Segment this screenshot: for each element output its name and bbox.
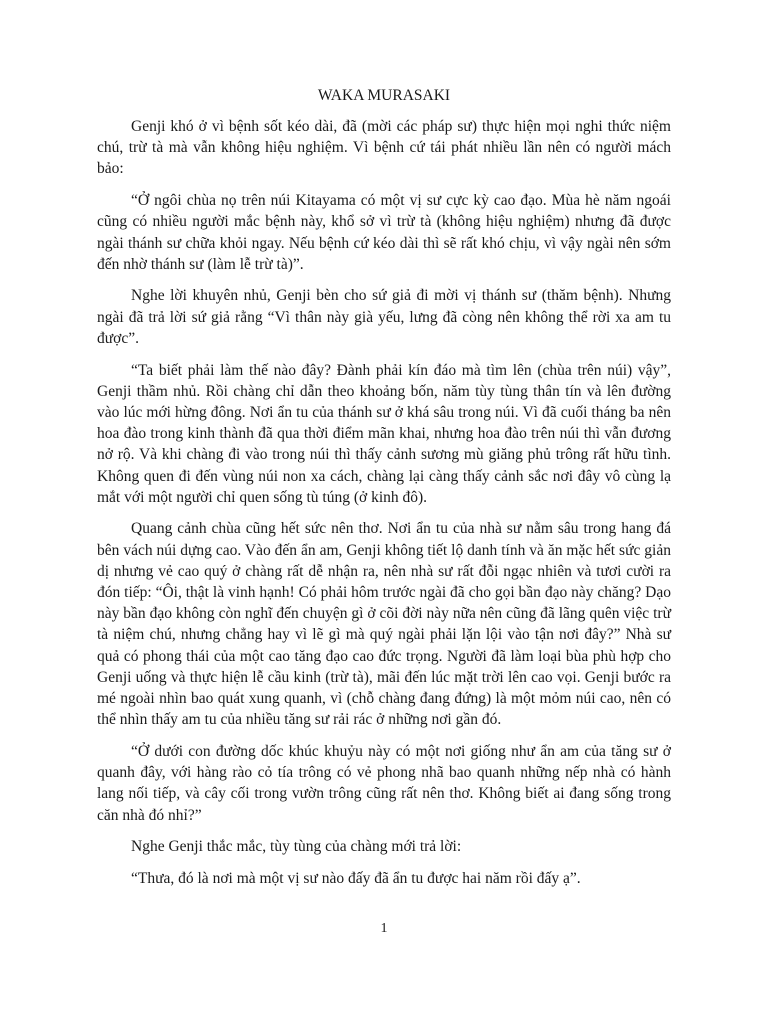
paragraph-6: “Ở dưới con đường dốc khúc khuỷu này có một nơi giống như ẩn am của tăng sư ở quanh đây, với hàng rào cỏ tía trông có vẻ phong nhã bao quanh những nếp nhà có hành lang nối tiếp, và cây cối trong vườn trông cũng rất nên thơ. Không biết ai đang sống trong căn nhà đó nhỉ?” [97,742,671,824]
paragraph-1: Genji khó ở vì bệnh sốt kéo dài, đã (mời các pháp sư) thực hiện mọi nghi thức niệm chú, trừ tà mà vẫn không hiệu nghiệm. Vì bệnh cứ tái phát nhiều lần nên có người mách bảo: [97,118,671,178]
page-number: 1 [380,921,388,936]
paragraph-8: “Thưa, đó là nơi mà một vị sư nào đấy đã ẩn tu được hai năm rồi đấy ạ”. [131,870,581,887]
paragraph-3: Nghe lời khuyên nhủ, Genji bèn cho sứ giả đi mời vị thánh sư (thăm bệnh). Nhưng ngài đã trả lời sứ giả rằng “Vì thân này già yếu, lưng đã còng nên không thể rời xa am tu được”. [97,287,671,347]
paragraph-5: Quang cảnh chùa cũng hết sức nên thơ. Nơi ẩn tu của nhà sư nằm sâu trong hang đá bên vách núi dựng cao. Vào đến ẩn am, Genji không tiết lộ danh tính và ăn mặc hết sức giản dị nhưng vẻ cao quý ở chàng rất dễ nhận ra, nên nhà sư rất đỗi ngạc nhiên và tươi cười ra đón tiếp: “Ôi, thật là vinh hạnh! Có phải hôm trước ngài đã cho gọi bần đạo này chăng? Dạo này bần đạo không còn nghĩ đến chuyện gì ở cõi đời này nữa nên cũng đã lãng quên việc trừ tà niệm chú, nhưng chẳng hay vì lẽ gì mà quý ngài phải lặn lội vào tận nơi đây?” Nhà sư quả có phong thái của một cao tăng đạo cao đức trọng. Người đã làm loại bùa phù hợp cho Genji uống và thực hiện lễ cầu kinh (trừ tà), mãi đến lúc mặt trời lên cao vọi. Genji bước ra mé ngoài nhìn bao quát xung quanh, vì (chỗ chàng đang đứng) là một mỏm núi cao, nên có thể nhìn thấy am tu của nhiều tăng sư rải rác ở những nơi gần đó. [97,520,671,729]
paragraph-2: “Ở ngôi chùa nọ trên núi Kitayama có một vị sư cực kỳ cao đạo. Mùa hè năm ngoái cũng có nhiều người mắc bệnh này, khổ sở vì trừ tà (không hiệu nghiệm) nhưng đã được ngài thánh sư chữa khỏi ngay. Nếu bệnh cứ kéo dài thì sẽ rất khó chịu, vì vậy ngài nên sớm đến nhờ thánh sư (làm lễ trừ tà)”. [97,192,671,273]
paragraph-7: Nghe Genji thắc mắc, tùy tùng của chàng mới trả lời: [131,838,462,856]
document-title: WAKA MURASAKI [317,87,451,104]
paragraph-4: “Ta biết phải làm thế nào đây? Đành phải kín đáo mà tìm lên (chùa trên núi) vậy”, Genji thầm nhủ. Rồi chàng chỉ dẫn theo khoảng bốn, năm tùy tùng thân tín và lên đường vào lúc mới hừng đông. Nơi ẩn tu của thánh sư ở khá sâu trong núi. Vì đã cuối tháng ba nên hoa đào trong kinh thành đã qua thời điểm mãn khai, nhưng hoa đào trên núi thì vẫn đương nở rộ. Và khi chàng đi vào trong núi thì thấy cảnh sương mù giăng phủ trông rất hữu tình. Không quen đi đến vùng núi non xa cách, chàng lại càng thấy cảnh sắc nơi đây vô cùng lạ mắt với một người chỉ quen sống tù túng (ở kinh đô). [97,361,671,506]
